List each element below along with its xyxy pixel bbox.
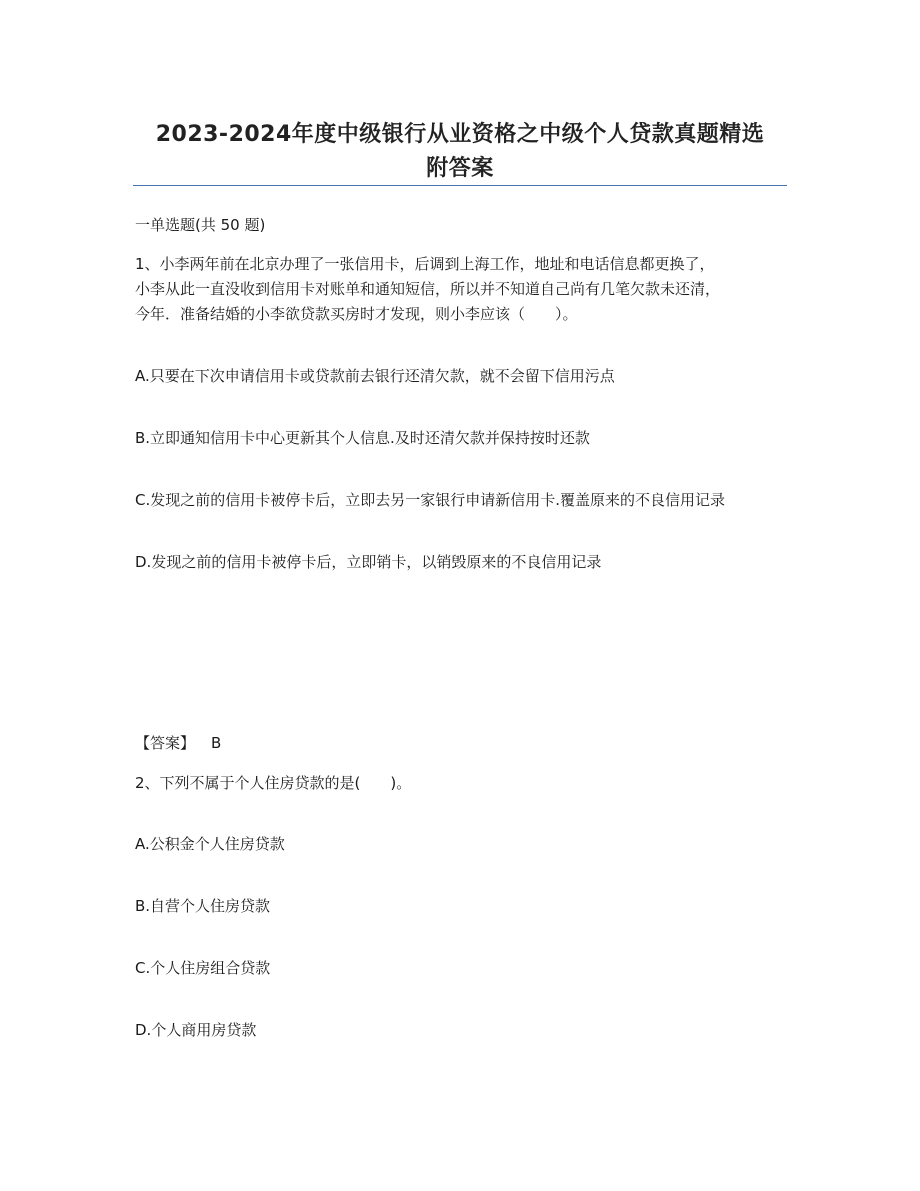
question-1-answer — [135, 732, 221, 753]
question-2-option-c: C.个人住房组合贷款 — [135, 959, 271, 977]
question-1-stem-line-3: 今年．准备结婚的小李欲贷款买房时才发现，则小李应该（ ）。 — [135, 305, 578, 323]
title-divider — [133, 185, 787, 186]
question-1-option-d: D.发现之前的信用卡被停卡后，立即销卡，以销毁原来的不良信用记录 — [135, 553, 602, 571]
section-heading: 一单选题(共 50 题) — [135, 216, 266, 234]
document-title-line-2: 附答案 — [426, 156, 494, 181]
question-2-option-a: A.公积金个人住房贷款 — [135, 835, 285, 853]
question-2-option-b: B.自营个人住房贷款 — [135, 897, 271, 915]
document-title-line-1: 2023-2024年度中级银行从业资格之中级个人贷款真题精选 — [155, 122, 765, 147]
question-1-stem-line-2: 小李从此一直没收到信用卡对账单和通知短信，所以并不知道自己尚有几笔欠款未还清， — [135, 280, 721, 298]
question-1-option-b: B.立即通知信用卡中心更新其个人信息.及时还清欠款并保持按时还款 — [135, 429, 590, 447]
question-1-option-a: A.只要在下次申请信用卡或贷款前去银行还清欠款，就不会留下信用污点 — [135, 367, 615, 385]
question-2-stem: 2、下列不属于个人住房贷款的是( )。 — [135, 774, 412, 792]
question-2-option-d: D.个人商用房贷款 — [135, 1021, 257, 1039]
question-1-stem-line-1: 1、小李两年前在北京办理了一张信用卡，后调到上海工作，地址和电话信息都更换了， — [135, 255, 715, 273]
question-1-option-c: C.发现之前的信用卡被停卡后，立即去另一家银行申请新信用卡.覆盖原来的不良信用记录 — [135, 491, 726, 509]
answer-label: 【答案】 — [135, 734, 196, 752]
answer-value: B — [211, 734, 222, 752]
